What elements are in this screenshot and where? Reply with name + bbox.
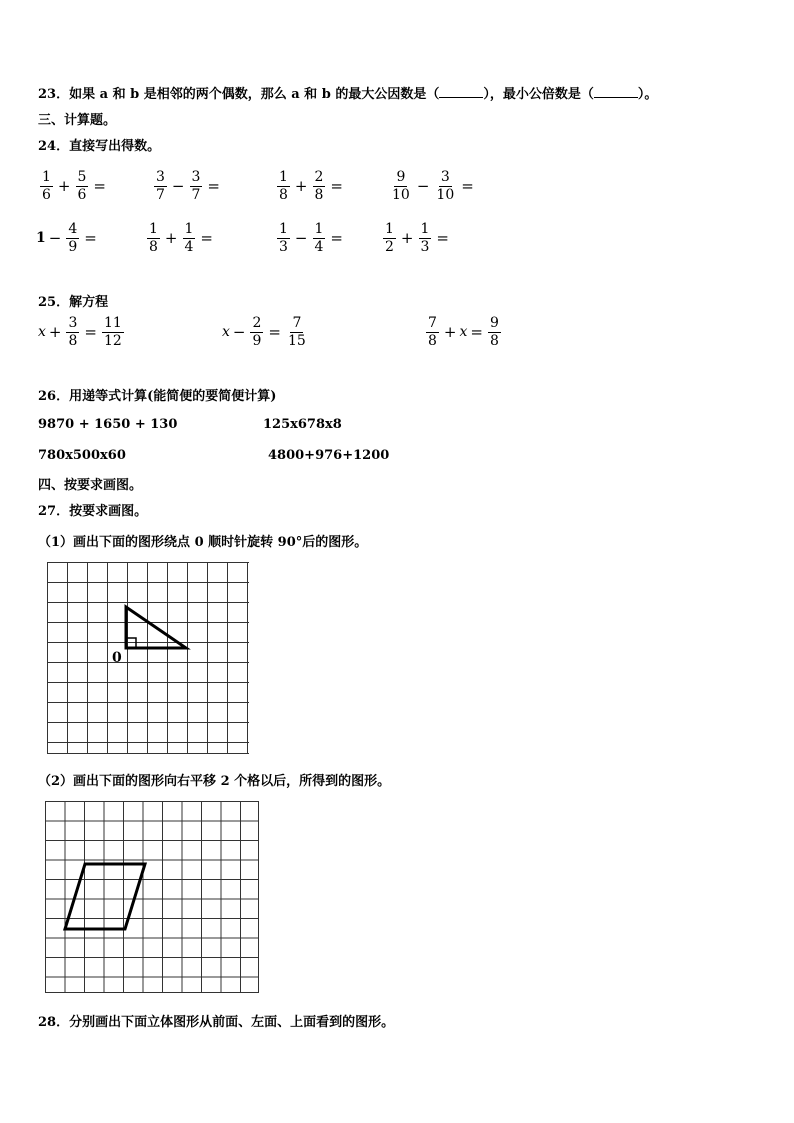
q25-equation-1: x + $\frac{3}{8}$ = $\frac{11}{12}$ [38,315,122,349]
fraction: $\frac{5}{6}$ [77,169,87,203]
fraction: $\frac{11}{12}$ [103,315,122,349]
q26-item-2: 125x678x8 [263,417,342,432]
q25-equation-2: x − $\frac{2}{9}$ = $\frac{7}{15}$ [222,315,306,349]
fraction: $\frac{1}{8}$ [279,169,288,203]
fraction: $\frac{3}{8}$ [68,315,78,349]
q24-item-4: $\frac{9}{10}$ − $\frac{3}{10}$ = [392,169,474,203]
fraction: $\frac{3}{7}$ [191,169,201,203]
question-28-title: 28．分别画出下面立体图形从前面、左面、上面看到的图形。 [38,1015,395,1030]
q26-item-1: 9870 + 1650 + 130 [38,417,178,432]
fraction: $\frac{1}{8}$ [149,221,158,255]
question-27-title: 27．按要求画图。 [38,504,148,519]
rotation-center-label: 0 [112,650,122,666]
fraction: $\frac{1}{3}$ [420,221,430,255]
right-triangle [126,607,186,648]
fraction: $\frac{2}{9}$ [252,315,262,349]
q26-item-4: 4800+976+1200 [268,448,390,463]
q26-item-3: 780x500x60 [38,448,126,463]
fraction: $\frac{1}{2}$ [385,221,394,255]
q23-text-pre: 23．如果 a 和 b 是相邻的两个偶数，那么 a 和 b 的最大公因数是（ [38,87,440,102]
q23-text-post: ）。 [637,87,658,102]
fraction: $\frac{2}{8}$ [314,169,324,203]
q23-text-mid: ），最小公倍数是（ [483,87,594,102]
fraction: $\frac{1}{4}$ [314,221,324,255]
q24-item-8: $\frac{1}{2}$ + $\frac{1}{3}$ = [385,221,449,255]
fraction: $\frac{9}{8}$ [489,315,499,349]
section-4-heading: 四、按要求画图。 [38,478,143,493]
rotation-grid [47,562,249,754]
translation-grid [45,801,259,993]
question-26-title: 26．用递等式计算(能简便的要简便计算) [38,389,277,404]
question-25-title: 25．解方程 [38,295,109,310]
fraction: $\frac{1}{3}$ [279,221,288,255]
q24-item-3: $\frac{1}{8}$ + $\frac{2}{8}$ = [279,169,343,203]
question-27-part-2: （2）画出下面的图形向右平移 2 个格以后，所得到的图形。 [38,774,391,789]
q24-item-5: 1 − $\frac{4}{9}$ = [36,221,97,255]
fraction: $\frac{1}{4}$ [184,221,194,255]
q25-equation-3: $\frac{7}{8}$ + x = $\frac{9}{8}$ [428,315,499,349]
q24-item-2: $\frac{3}{7}$ − $\frac{3}{7}$ = [156,169,220,203]
q24-item-7: $\frac{1}{3}$ − $\frac{1}{4}$ = [279,221,343,255]
fraction: $\frac{3}{10}$ [436,169,455,203]
answer-blank-gcd[interactable] [439,85,483,98]
fraction: $\frac{7}{8}$ [428,315,437,349]
q24-item-6: $\frac{1}{8}$ + $\frac{1}{4}$ = [149,221,213,255]
fraction: $\frac{1}{6}$ [42,169,51,203]
fraction: $\frac{3}{7}$ [156,169,165,203]
fraction: $\frac{7}{15}$ [287,315,306,349]
question-27-part-1: （1）画出下面的图形绕点 0 顺时针旋转 90°后的图形。 [38,535,368,550]
fraction: $\frac{4}{9}$ [68,221,78,255]
parallelogram [65,864,145,929]
answer-blank-lcm[interactable] [594,85,638,98]
section-3-heading: 三、计算题。 [38,113,117,128]
fraction: $\frac{9}{10}$ [392,169,410,203]
q24-item-1: $\frac{1}{6}$ + $\frac{5}{6}$ = [42,169,106,203]
question-24-title: 24．直接写出得数。 [38,139,161,154]
question-23 [38,83,657,102]
